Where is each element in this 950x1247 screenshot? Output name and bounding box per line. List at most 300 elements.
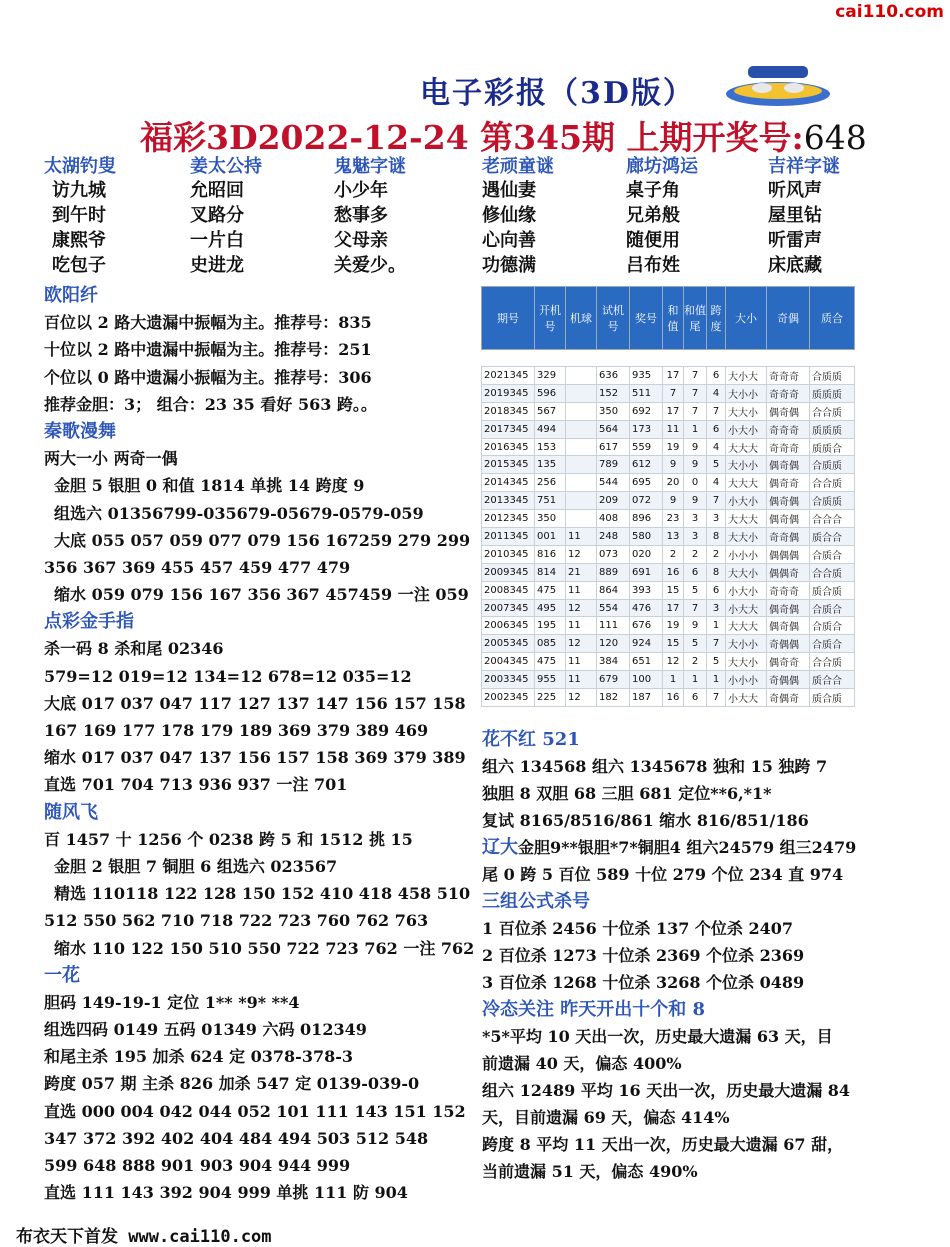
table-cell: 2 xyxy=(684,545,707,563)
forecast-line: 599 648 888 901 903 904 944 999 xyxy=(44,1156,351,1175)
table-cell: 偶奇奇 xyxy=(767,474,810,492)
table-cell: 大大大 xyxy=(726,438,767,456)
table-cell: 7 xyxy=(684,367,707,385)
left-forecast-column xyxy=(44,282,474,1206)
table-cell: 596 xyxy=(535,384,566,402)
table-cell: 814 xyxy=(535,563,566,581)
table-cell: 072 xyxy=(630,492,663,510)
table-cell: 2006345 xyxy=(482,617,535,635)
forecast-line: 百位以 2 路大遗漏中振幅为主。推荐号：835 xyxy=(44,313,372,333)
table-cell: 合合质 xyxy=(810,474,855,492)
forecast-line: 组六 134568 组六 1345678 独和 15 独跨 7 xyxy=(482,757,828,776)
lottery-logo-icon xyxy=(722,64,834,112)
table-cell: 559 xyxy=(630,438,663,456)
table-cell: 质合质 xyxy=(810,689,855,707)
table-row xyxy=(482,563,855,581)
table-cell: 7 xyxy=(663,384,684,402)
site-watermark: cai110.com xyxy=(835,2,944,22)
column-header: 质合 xyxy=(810,287,855,350)
riddle-line: 桌子角 xyxy=(626,180,680,201)
table-cell: 580 xyxy=(630,528,663,546)
table-cell: 奇偶偶 xyxy=(767,671,810,689)
table-cell: 7 xyxy=(707,689,726,707)
column-header: 开机号 xyxy=(535,287,566,350)
table-row xyxy=(482,635,855,653)
forecast-line: 百 1457 十 1256 个 0238 跨 5 和 1512 挑 15 xyxy=(44,829,413,849)
riddle-column xyxy=(190,152,330,278)
forecast-line: 推荐金胆：3； 组合：23 35 看好 563 跨。。 xyxy=(44,394,377,414)
riddle-line: 修仙缘 xyxy=(482,205,536,226)
table-cell xyxy=(566,492,597,510)
forecast-line: 组选六 01356799-035679-05679-0579-059 xyxy=(54,503,424,523)
table-row xyxy=(482,438,855,456)
table-cell: 120 xyxy=(597,635,630,653)
forecast-line: 跨度 8 平均 11 天出一次，历史最大遗漏 67 甜， xyxy=(482,1135,844,1154)
table-cell: 合质合 xyxy=(810,599,855,617)
riddle-line: 到午时 xyxy=(52,205,106,226)
table-cell: 11 xyxy=(566,581,597,599)
table-cell: 5 xyxy=(684,581,707,599)
table-cell: 751 xyxy=(535,492,566,510)
table-cell: 12 xyxy=(566,545,597,563)
table-cell: 153 xyxy=(535,438,566,456)
table-cell xyxy=(566,456,597,474)
table-cell: 7 xyxy=(707,635,726,653)
table-cell: 合质合 xyxy=(810,617,855,635)
table-cell: 4 xyxy=(707,438,726,456)
riddle-column xyxy=(482,152,622,278)
forecast-line: 356 367 369 455 457 459 477 479 xyxy=(44,557,351,577)
forecast-line: 2 百位杀 1273 十位杀 2369 个位杀 2369 xyxy=(482,946,805,965)
table-cell: 2004345 xyxy=(482,653,535,671)
riddle-author: 廊坊鸿运 xyxy=(626,156,698,177)
forecast-line: 大底 055 057 059 077 079 156 167259 279 299 xyxy=(54,530,471,550)
riddle-line: 小少年 xyxy=(334,180,388,201)
table-cell: 13 xyxy=(663,528,684,546)
table-cell: 651 xyxy=(630,653,663,671)
table-cell: 奇奇奇 xyxy=(767,581,810,599)
table-cell: 816 xyxy=(535,545,566,563)
table-cell: 2019345 xyxy=(482,384,535,402)
riddle-line: 床底藏 xyxy=(768,255,822,276)
table-cell: 大大大 xyxy=(726,617,767,635)
table-cell: 小大小 xyxy=(726,492,767,510)
table-cell: 12 xyxy=(566,635,597,653)
table-cell: 544 xyxy=(597,474,630,492)
table-cell: 偶奇偶 xyxy=(767,510,810,528)
history-table-body xyxy=(482,350,855,707)
table-cell: 2009345 xyxy=(482,563,535,581)
forecast-line: 天，目前遗漏 69 天，偏态 414% xyxy=(482,1108,730,1127)
forecast-line: 缩水 110 122 150 510 550 722 723 762 一注 762 xyxy=(54,938,475,958)
table-cell: 大小大 xyxy=(726,367,767,385)
forecast-line: 金胆 5 银胆 0 和值 1814 单挑 14 跨度 9 xyxy=(54,476,365,496)
table-row xyxy=(482,671,855,689)
table-cell: 889 xyxy=(597,563,630,581)
history-table xyxy=(481,286,855,707)
table-row xyxy=(482,384,855,402)
table-cell: 12 xyxy=(663,653,684,671)
table-cell: 偶偶奇 xyxy=(767,563,810,581)
table-cell: 173 xyxy=(630,420,663,438)
table-cell: 大大小 xyxy=(726,653,767,671)
subtitle-prefix: 福彩3D2022-12-24 第345期 上期开奖号: xyxy=(140,118,804,157)
section-title: 随风飞 xyxy=(44,801,98,823)
section-title: 一花 xyxy=(44,964,80,986)
table-cell: 11 xyxy=(663,420,684,438)
table-cell: 2005345 xyxy=(482,635,535,653)
table-cell: 085 xyxy=(535,635,566,653)
table-cell: 偶奇偶 xyxy=(767,599,810,617)
table-cell: 195 xyxy=(535,617,566,635)
table-cell: 3 xyxy=(707,599,726,617)
section-title: 秦歌漫舞 xyxy=(44,420,116,442)
table-cell: 350 xyxy=(597,402,630,420)
table-cell: 2014345 xyxy=(482,474,535,492)
table-cell: 5 xyxy=(707,456,726,474)
riddle-line: 听风声 xyxy=(768,180,822,201)
riddle-line: 史进龙 xyxy=(190,255,244,276)
table-cell: 393 xyxy=(630,581,663,599)
table-cell: 8 xyxy=(707,528,726,546)
right-forecast-column xyxy=(482,726,922,1185)
table-cell: 2 xyxy=(684,653,707,671)
table-cell xyxy=(566,510,597,528)
table-cell: 奇奇奇 xyxy=(767,367,810,385)
table-cell: 2016345 xyxy=(482,438,535,456)
table-row xyxy=(482,617,855,635)
column-header: 和值 xyxy=(663,287,684,350)
column-header: 试机号 xyxy=(597,287,630,350)
table-cell: 奇偶奇 xyxy=(767,689,810,707)
table-cell: 152 xyxy=(597,384,630,402)
riddle-line: 叉路分 xyxy=(190,205,244,226)
table-cell: 9 xyxy=(684,438,707,456)
table-row xyxy=(482,528,855,546)
table-cell: 1 xyxy=(707,617,726,635)
forecast-line: 缩水 017 037 047 137 156 157 158 369 379 389 xyxy=(44,748,466,768)
column-header: 跨度 xyxy=(707,287,726,350)
table-cell: 偶奇偶 xyxy=(767,402,810,420)
table-cell: 小大小 xyxy=(726,420,767,438)
table-cell: 19 xyxy=(663,438,684,456)
table-cell: 8 xyxy=(707,563,726,581)
table-row xyxy=(482,456,855,474)
table-cell: 大大大 xyxy=(726,510,767,528)
table-cell: 小小小 xyxy=(726,545,767,563)
forecast-line: 金胆 2 银胆 7 铜胆 6 组选六 023567 xyxy=(54,856,338,876)
riddle-line: 吃包子 xyxy=(52,255,106,276)
table-cell: 质合合 xyxy=(810,671,855,689)
table-cell: 0 xyxy=(684,474,707,492)
table-cell: 大大小 xyxy=(726,563,767,581)
table-cell: 大大小 xyxy=(726,402,767,420)
table-cell: 15 xyxy=(663,635,684,653)
column-header: 奇偶 xyxy=(767,287,810,350)
riddle-line: 兄弟般 xyxy=(626,205,680,226)
table-cell: 11 xyxy=(566,528,597,546)
forecast-line: 十位以 2 路中遗漏中振幅为主。推荐号：251 xyxy=(44,340,372,360)
table-cell xyxy=(566,420,597,438)
riddle-line: 访九城 xyxy=(52,180,106,201)
table-cell: 511 xyxy=(630,384,663,402)
table-cell: 偶奇偶 xyxy=(767,617,810,635)
forecast-line: 直选 701 704 713 936 937 一注 701 xyxy=(44,775,348,795)
riddle-line: 随便用 xyxy=(626,230,680,251)
table-cell: 329 xyxy=(535,367,566,385)
table-cell: 小大小 xyxy=(726,581,767,599)
forecast-line: 组六 12489 平均 16 天出一次，历史最大遗漏 84 xyxy=(482,1081,851,1100)
forecast-line: 1 百位杀 2456 十位杀 137 个位杀 2407 xyxy=(482,919,794,938)
table-cell: 合质质 xyxy=(810,456,855,474)
forecast-line: 前遗漏 40 天，偏态 400% xyxy=(482,1054,682,1073)
table-cell: 奇奇奇 xyxy=(767,420,810,438)
table-cell: 896 xyxy=(630,510,663,528)
forecast-line: 当前遗漏 51 天，偏态 490% xyxy=(482,1162,698,1181)
table-cell: 大大小 xyxy=(726,528,767,546)
table-cell: 020 xyxy=(630,545,663,563)
section-title: 点彩金手指 xyxy=(44,611,134,633)
table-cell: 质合合 xyxy=(810,528,855,546)
table-cell: 大小小 xyxy=(726,635,767,653)
table-cell: 奇奇奇 xyxy=(767,384,810,402)
footer-credit: 布衣天下首发 www.cai110.com xyxy=(16,1227,272,1247)
table-cell: 7 xyxy=(684,599,707,617)
table-cell: 2008345 xyxy=(482,581,535,599)
riddle-column xyxy=(626,152,766,278)
table-cell: 935 xyxy=(630,367,663,385)
table-cell: 6 xyxy=(707,581,726,599)
forecast-line: 跨度 057 期 主杀 826 加杀 547 定 0139-039-0 xyxy=(44,1074,420,1094)
table-cell: 2 xyxy=(707,545,726,563)
page-title: 电子彩报（3D版） xyxy=(420,76,695,111)
table-cell: 676 xyxy=(630,617,663,635)
spacer-cell xyxy=(482,350,855,367)
table-cell: 2021345 xyxy=(482,367,535,385)
table-row xyxy=(482,545,855,563)
table-cell: 567 xyxy=(535,402,566,420)
riddle-line: 心向善 xyxy=(482,230,536,251)
table-cell: 1 xyxy=(663,671,684,689)
table-row xyxy=(482,581,855,599)
table-cell: 合质质 xyxy=(810,492,855,510)
table-cell: 6 xyxy=(684,563,707,581)
table-row xyxy=(482,492,855,510)
table-cell xyxy=(566,474,597,492)
riddle-line: 屋里钻 xyxy=(768,205,822,226)
table-cell: 奇奇偶 xyxy=(767,528,810,546)
table-cell: 564 xyxy=(597,420,630,438)
forecast-line: 复试 8165/8516/861 缩水 816/851/186 xyxy=(482,811,809,830)
last-draw-number: 648 xyxy=(803,118,867,157)
table-cell: 7 xyxy=(684,402,707,420)
section-title: 三组公式杀号 xyxy=(482,891,590,912)
forecast-line: 直选 000 004 042 044 052 101 111 143 151 152 xyxy=(44,1101,466,1121)
forecast-text: 金胆9**银胆*7*铜胆4 组六24579 组三2479 xyxy=(518,838,857,857)
table-cell: 4 xyxy=(707,474,726,492)
forecast-line: 512 550 562 710 718 722 723 760 762 763 xyxy=(44,911,429,931)
table-cell: 3 xyxy=(707,510,726,528)
table-cell: 20 xyxy=(663,474,684,492)
table-cell: 9 xyxy=(663,492,684,510)
riddle-author: 太湖钓叟 xyxy=(44,156,116,177)
forecast-line: 和尾主杀 195 加杀 624 定 0378-378-3 xyxy=(44,1047,353,1067)
table-cell: 质质质 xyxy=(810,420,855,438)
table-cell: 15 xyxy=(663,581,684,599)
table-cell: 6 xyxy=(707,367,726,385)
table-cell: 质质质 xyxy=(810,384,855,402)
table-row xyxy=(482,653,855,671)
table-cell: 924 xyxy=(630,635,663,653)
table-cell: 679 xyxy=(597,671,630,689)
table-cell: 182 xyxy=(597,689,630,707)
table-cell: 6 xyxy=(707,420,726,438)
forecast-line: 个位以 0 路中遗漏小振幅为主。推荐号：306 xyxy=(44,367,372,387)
riddle-line: 父母亲 xyxy=(334,230,388,251)
section-title: 欧阳纤 xyxy=(44,285,98,306)
table-row xyxy=(482,420,855,438)
table-cell: 209 xyxy=(597,492,630,510)
riddle-line: 允昭回 xyxy=(190,180,244,201)
table-cell: 2013345 xyxy=(482,492,535,510)
table-row xyxy=(482,402,855,420)
table-cell: 256 xyxy=(535,474,566,492)
table-header-row xyxy=(482,287,855,350)
table-cell: 奇偶偶 xyxy=(767,635,810,653)
table-cell: 495 xyxy=(535,599,566,617)
table-cell: 合合质 xyxy=(810,402,855,420)
table-cell: 奇奇奇 xyxy=(767,438,810,456)
table-cell: 554 xyxy=(597,599,630,617)
table-cell: 质合质 xyxy=(810,581,855,599)
table-cell: 3 xyxy=(684,528,707,546)
table-cell xyxy=(566,367,597,385)
table-cell: 偶奇偶 xyxy=(767,492,810,510)
table-cell: 21 xyxy=(566,563,597,581)
table-cell: 大小小 xyxy=(726,456,767,474)
column-header: 奖号 xyxy=(630,287,663,350)
table-cell: 大小小 xyxy=(726,384,767,402)
table-cell: 9 xyxy=(684,456,707,474)
riddle-line: 遇仙妻 xyxy=(482,180,536,201)
riddle-author: 鬼魅字谜 xyxy=(334,156,406,177)
table-cell: 955 xyxy=(535,671,566,689)
table-cell: 12 xyxy=(566,599,597,617)
riddle-line: 一片白 xyxy=(190,230,244,251)
table-cell: 475 xyxy=(535,581,566,599)
table-cell: 大大大 xyxy=(726,474,767,492)
table-cell: 合质质 xyxy=(810,367,855,385)
table-cell: 2017345 xyxy=(482,420,535,438)
table-cell: 17 xyxy=(663,599,684,617)
forecast-line: 缩水 059 079 156 167 356 367 457459 一注 059 xyxy=(54,585,469,605)
table-cell: 1 xyxy=(684,671,707,689)
table-cell: 1 xyxy=(707,671,726,689)
table-cell: 248 xyxy=(597,528,630,546)
table-cell: 小小小 xyxy=(726,671,767,689)
table-cell: 2 xyxy=(663,545,684,563)
table-cell: 偶奇奇 xyxy=(767,653,810,671)
table-cell: 9 xyxy=(663,456,684,474)
table-cell: 100 xyxy=(630,671,663,689)
table-cell: 7 xyxy=(707,492,726,510)
table-cell: 475 xyxy=(535,653,566,671)
table-cell: 小大大 xyxy=(726,599,767,617)
table-cell xyxy=(566,402,597,420)
table-cell: 16 xyxy=(663,689,684,707)
table-cell: 偶偶偶 xyxy=(767,545,810,563)
table-cell: 小大大 xyxy=(726,689,767,707)
riddle-column xyxy=(768,152,908,278)
table-cell: 6 xyxy=(684,689,707,707)
riddle-line: 关爱少。 xyxy=(334,255,406,276)
table-row xyxy=(482,367,855,385)
riddle-line: 康熙爷 xyxy=(52,230,106,251)
table-cell: 合合合 xyxy=(810,510,855,528)
riddle-column xyxy=(334,152,474,278)
column-header: 和值尾 xyxy=(684,287,707,350)
table-cell: 9 xyxy=(684,492,707,510)
table-cell: 612 xyxy=(630,456,663,474)
table-cell: 2007345 xyxy=(482,599,535,617)
forecast-line: 347 372 392 402 404 484 494 503 512 548 xyxy=(44,1128,429,1148)
table-cell: 691 xyxy=(630,563,663,581)
table-cell xyxy=(566,438,597,456)
table-cell: 17 xyxy=(663,367,684,385)
riddle-author: 吉祥字谜 xyxy=(768,156,840,177)
riddle-line: 愁事多 xyxy=(334,205,388,226)
section-label: 辽大 xyxy=(482,837,518,858)
table-cell: 合合质 xyxy=(810,653,855,671)
table-cell: 合合质 xyxy=(810,563,855,581)
table-cell: 11 xyxy=(566,617,597,635)
table-cell: 2011345 xyxy=(482,528,535,546)
column-header: 大小 xyxy=(726,287,767,350)
riddle-author: 老顽童谜 xyxy=(482,156,554,177)
forecast-line: 独胆 8 双胆 68 三胆 681 定位**6,*1* xyxy=(482,784,772,803)
forecast-line: *5*平均 10 天出一次，历史最大遗漏 63 天，目 xyxy=(482,1027,833,1046)
table-cell: 1 xyxy=(684,420,707,438)
table-cell: 476 xyxy=(630,599,663,617)
riddle-column xyxy=(44,152,184,278)
forecast-line: 尾 0 跨 5 百位 589 十位 279 个位 234 直 974 xyxy=(482,865,844,884)
table-cell: 864 xyxy=(597,581,630,599)
table-cell xyxy=(566,384,597,402)
forecast-line: 大底 017 037 047 117 127 137 147 156 157 158 xyxy=(44,693,466,713)
table-cell: 001 xyxy=(535,528,566,546)
table-cell: 350 xyxy=(535,510,566,528)
table-cell: 2010345 xyxy=(482,545,535,563)
table-cell: 7 xyxy=(707,402,726,420)
table-row xyxy=(482,689,855,707)
table-cell: 073 xyxy=(597,545,630,563)
table-spacer-row xyxy=(482,350,855,367)
table-cell: 2015345 xyxy=(482,456,535,474)
table-cell: 11 xyxy=(566,653,597,671)
riddle-line: 吕布姓 xyxy=(626,255,680,276)
table-cell: 408 xyxy=(597,510,630,528)
table-cell: 3 xyxy=(684,510,707,528)
riddle-author: 姜太公持 xyxy=(190,156,262,177)
table-cell: 5 xyxy=(707,653,726,671)
column-header: 期号 xyxy=(482,287,535,350)
table-cell: 2003345 xyxy=(482,671,535,689)
forecast-line: 两大一小 两奇一偶 xyxy=(44,449,178,469)
forecast-line: 组选四码 0149 五码 01349 六码 012349 xyxy=(44,1020,367,1040)
column-header: 机球 xyxy=(566,287,597,350)
table-cell: 17 xyxy=(663,402,684,420)
table-cell: 2012345 xyxy=(482,510,535,528)
